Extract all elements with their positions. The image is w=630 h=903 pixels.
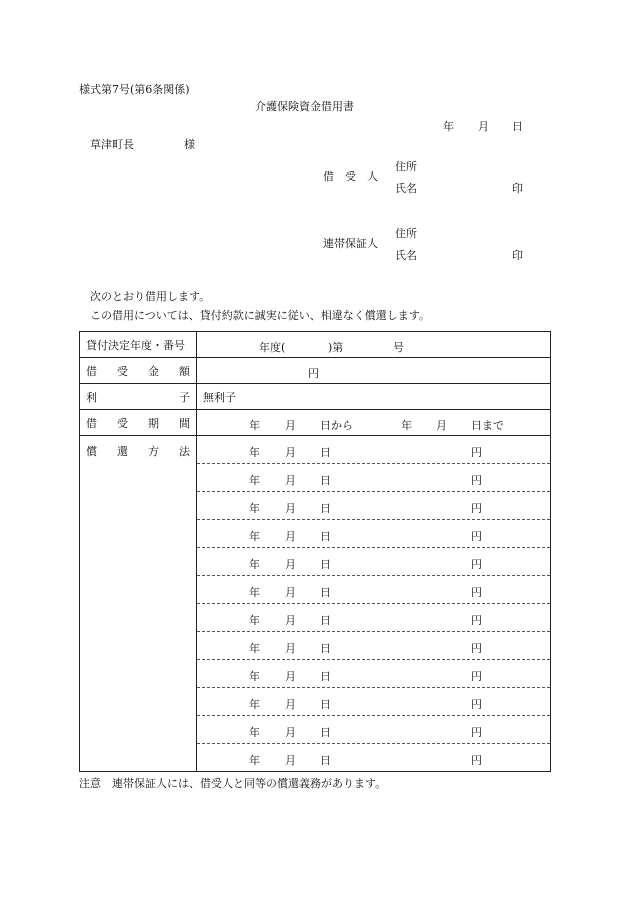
repayment-yen: 円 (471, 502, 482, 515)
repayment-year: 年 (249, 586, 260, 599)
repayment-line (197, 604, 550, 632)
repayment-day: 日 (320, 698, 331, 711)
repayment-month: 月 (285, 698, 296, 711)
date-year: 年 (443, 120, 454, 133)
repayment-day: 日 (320, 586, 331, 599)
repayment-year: 年 (249, 474, 260, 487)
repayment-yen: 円 (471, 530, 482, 543)
repayment-label-char: 償 (86, 445, 97, 458)
repayment-line (197, 716, 550, 744)
guarantor-label: 連帯保証人 (323, 237, 378, 250)
period-from-year: 年 (249, 419, 260, 432)
period-to-day: 日まで (471, 419, 504, 432)
repayment-year: 年 (249, 614, 260, 627)
repayment-year: 年 (249, 726, 260, 739)
date-month: 月 (478, 120, 489, 133)
addressee: 草津町長 (90, 138, 134, 151)
date-day: 日 (512, 120, 523, 133)
repayment-line (197, 436, 550, 464)
period-label-char: 期 (148, 416, 159, 430)
repayment-year: 年 (249, 670, 260, 683)
repayment-month: 月 (285, 614, 296, 627)
interest-label-char: 利 (86, 390, 97, 404)
repayment-yen: 円 (471, 754, 482, 767)
amount-label (80, 358, 197, 384)
amount-label-char: 受 (117, 364, 128, 378)
period-row (80, 410, 551, 436)
repayment-day: 日 (320, 474, 331, 487)
period-label-char: 間 (179, 416, 190, 430)
period-value (197, 410, 551, 436)
guarantor-address-label: 住所 (395, 227, 417, 240)
repayment-yen: 円 (471, 726, 482, 739)
period-label-char: 受 (117, 416, 128, 430)
repayment-month: 月 (285, 446, 296, 459)
period-label (80, 410, 197, 436)
interest-label (80, 384, 197, 410)
repayment-yen: 円 (471, 446, 482, 459)
amount-yen: 円 (308, 367, 319, 380)
borrower-address-label: 住所 (395, 160, 417, 173)
period-to-year: 年 (401, 419, 412, 432)
decision-number: 号 (393, 341, 404, 354)
amount-row (80, 358, 551, 384)
repayment-month: 月 (285, 474, 296, 487)
repayment-yen: 円 (471, 558, 482, 571)
repayment-label-char: 還 (117, 445, 128, 458)
repayment-month: 月 (285, 726, 296, 739)
repayment-label-char: 法 (179, 445, 190, 458)
interest-label-char: 子 (179, 390, 190, 404)
repayment-month: 月 (285, 754, 296, 767)
repayment-day: 日 (320, 446, 331, 459)
amount-label-char: 借 (86, 364, 97, 378)
repayment-day: 日 (320, 670, 331, 683)
repayment-month: 月 (285, 502, 296, 515)
repayment-day: 日 (320, 754, 331, 767)
repayment-month: 月 (285, 642, 296, 655)
guarantor-name-label: 氏名 (395, 249, 417, 262)
document-title: 介護保険資金借用書 (255, 100, 354, 113)
repayment-month: 月 (285, 586, 296, 599)
repayment-year: 年 (249, 502, 260, 515)
form-number: 様式第7号(第6条関係) (79, 83, 190, 96)
decision-close: )第 (328, 341, 344, 354)
borrower-seal: 印 (512, 182, 523, 195)
repayment-line (197, 660, 550, 688)
repayment-line (197, 548, 550, 576)
repayment-day: 日 (320, 530, 331, 543)
period-from-month: 月 (285, 419, 296, 432)
repayment-yen: 円 (471, 586, 482, 599)
repayment-line (197, 520, 550, 548)
borrower-label: 借 受 人 (323, 170, 378, 183)
repayment-month: 月 (285, 558, 296, 571)
repayment-yen: 円 (471, 670, 482, 683)
repayment-line (197, 744, 550, 771)
repayment-day: 日 (320, 614, 331, 627)
body-line-2: この借用については、貸付約款に誠実に従い、相違なく償還します。 (90, 309, 430, 322)
repayment-line (197, 632, 550, 660)
honorific: 様 (184, 138, 195, 151)
decision-row (80, 332, 551, 358)
repayment-year: 年 (249, 754, 260, 767)
amount-label-char: 金 (148, 364, 159, 378)
repayment-year: 年 (249, 642, 260, 655)
repayment-line (197, 576, 550, 604)
interest-value: 無利子 (197, 384, 551, 410)
repayment-schedule (197, 436, 551, 772)
borrower-name-label: 氏名 (395, 182, 417, 195)
repayment-yen: 円 (471, 642, 482, 655)
repayment-year: 年 (249, 530, 260, 543)
repayment-month: 月 (285, 670, 296, 683)
repayment-row (80, 436, 551, 772)
period-from-day: 日から (320, 419, 353, 432)
repayment-label-char: 方 (148, 445, 159, 458)
decision-value (197, 332, 551, 358)
repayment-day: 日 (320, 642, 331, 655)
guarantor-seal: 印 (512, 249, 523, 262)
decision-nendo: 年度( (259, 341, 286, 354)
repayment-month: 月 (285, 530, 296, 543)
repayment-year: 年 (249, 558, 260, 571)
repayment-day: 日 (320, 726, 331, 739)
amount-label-char: 額 (179, 364, 190, 378)
repayment-yen: 円 (471, 698, 482, 711)
interest-row (80, 384, 551, 410)
body-line-1: 次のとおり借用します。 (90, 290, 211, 303)
loan-table (79, 331, 551, 772)
repayment-line (197, 464, 550, 492)
amount-value (197, 358, 551, 384)
period-label-char: 借 (86, 416, 97, 430)
repayment-day: 日 (320, 502, 331, 515)
repayment-year: 年 (249, 698, 260, 711)
repayment-day: 日 (320, 558, 331, 571)
repayment-yen: 円 (471, 614, 482, 627)
period-to-month: 月 (436, 419, 447, 432)
decision-label: 貸付決定年度・番号 (80, 332, 197, 358)
repayment-line (197, 492, 550, 520)
note: 注意 連帯保証人には、借受人と同等の償還義務があります。 (79, 777, 387, 790)
repayment-yen: 円 (471, 474, 482, 487)
repayment-line (197, 688, 550, 716)
repayment-year: 年 (249, 446, 260, 459)
repayment-label (80, 436, 197, 772)
